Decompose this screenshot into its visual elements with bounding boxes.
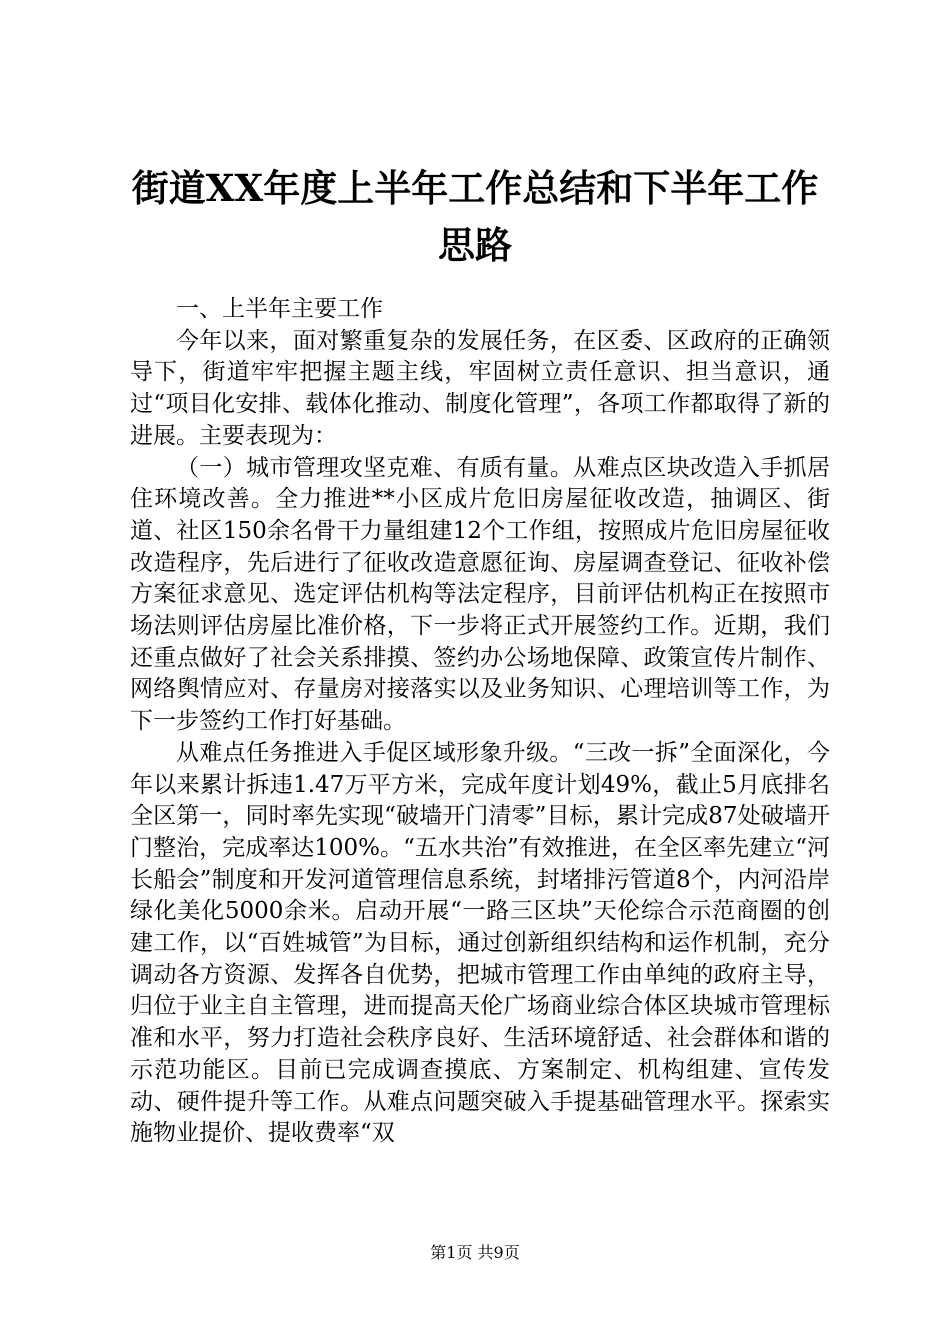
body-paragraph: 今年以来，面对繁重复杂的发展任务，在区委、区政府的正确领导下，街道牢牢把握主题主线，牢固树立责任意识、担当意识，通过“项目化安排、载体化推动、制度化管理”，各项工作都取得了新的进展。主要表现为： [130, 327, 830, 449]
document-title: 街道XX年度上半年工作总结和下半年工作思路 [131, 166, 819, 267]
page-footer: 第1页 共9页 [430, 1243, 520, 1262]
section-heading: 一、上半年主要工作 [176, 296, 383, 322]
document-body [130, 294, 830, 1150]
body-paragraph: （一）城市管理攻坚克难、有质有量。从难点区块改造入手抓居住环境改善。全力推进**小区成片危旧房屋征收改造，抽调区、街道、社区150余名骨干力量组建12个工作组，按照成片危旧房屋征收改造程序，先后进行了征收改造意愿征询、房屋调查登记、征收补偿方案征求意见、选定评估机构等法定程序，目前评估机构正在按照市场法则评估房屋比准价格，下一步将正式开展签约工作。近期，我们还重点做好了社会关系排摸、签约办公场地保障、政策宣传片制作、网络舆情应对、存量房对接落实以及业务知识、心理培训等工作，为下一步签约工作打好基础。 [130, 454, 830, 735]
body-paragraph: 从难点任务推进入手促区域形象升级。“三改一拆”全面深化，今年以来累计拆违1.47万平方米，完成年度计划49%，截止5月底排名全区第一，同时率先实现“破墙开门清零”目标，累计完成87处破墙开门整治，完成率达100%。“五水共治”有效推进，在全区率先建立“河长船会”制度和开发河道管理信息系统，封堵排污管道8个，内河沿岸绿化美化5000余米。启动开展“一路三区块”天伦综合示范商圈的创建工作，以“百姓城管”为目标，通过创新组织结构和运作机制，充分调动各方资源、发挥各自优势，把城市管理工作由单纯的政府主导，归位于业主自主管理，进而提高天伦广场商业综合体区块城市管理标准和水平，努力打造社会秩序良好、生活环境舒适、社会群体和谐的示范功能区。目前已完成调查摸底、方案制定、机构组建、宣传发动、硬件提升等工作。从难点问题突破入手提基础管理水平。探索实施物业提价、提收费率“双 [130, 739, 830, 1147]
